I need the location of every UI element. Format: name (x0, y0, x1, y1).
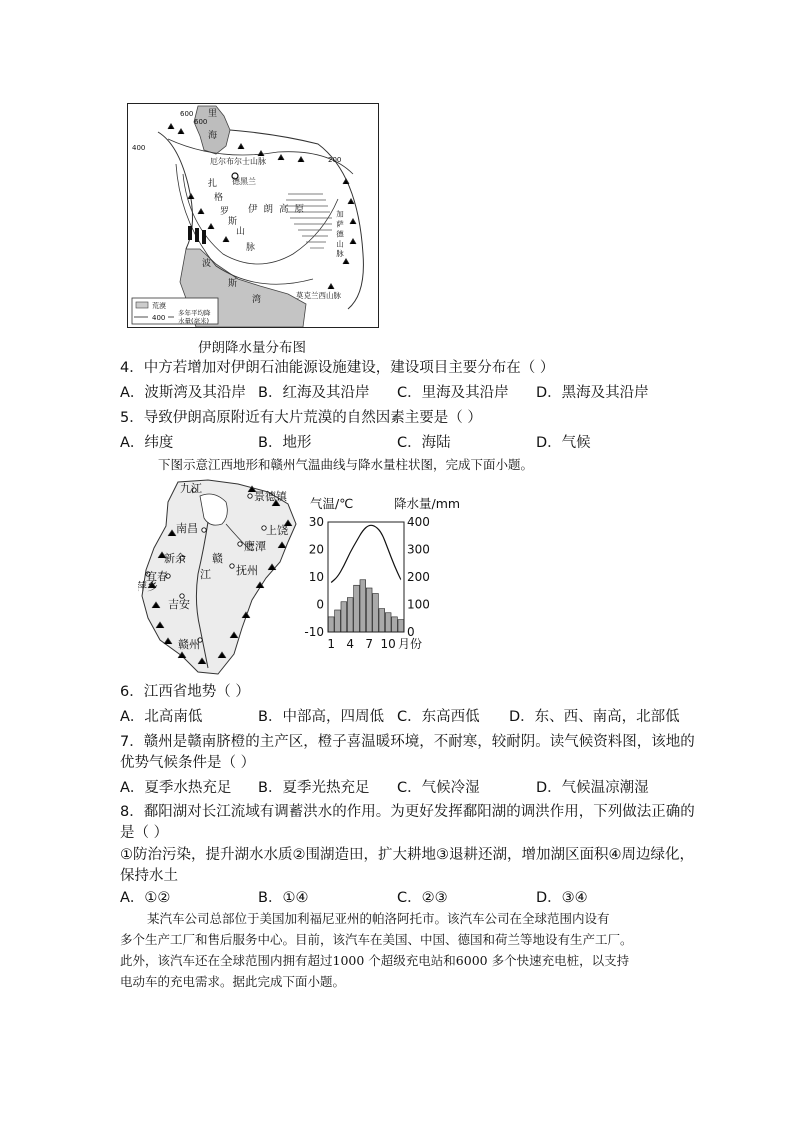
contour-600a: 600 (194, 118, 208, 126)
x-tick-label: 7 (365, 637, 373, 651)
tesla-intro-line-3: 此外，该汽车还在全球范围内拥有超过1000 个超级充电站和6000 多个快速充电桩，以支持 (120, 953, 630, 968)
chart-x-axis-title: 月份 (398, 637, 423, 651)
precipitation-bar-month-1 (328, 617, 334, 632)
question-5-options (120, 432, 680, 454)
legend-isohyet-label-1: 多年平均降 (178, 309, 211, 317)
chart-right-axis-title: 降水量/mm (394, 496, 460, 511)
precipitation-bar-month-11 (392, 617, 398, 632)
precipitation-bar-month-8 (373, 594, 379, 633)
precipitation-bar-month-6 (360, 580, 366, 632)
zagros-label-1: 扎 (208, 179, 218, 189)
city-pingxiang: 萍乡 (138, 580, 158, 593)
question-6-option-b[interactable]: B．中部高，四周低 (258, 709, 384, 725)
precipitation-bar-month-7 (366, 588, 372, 632)
precipitation-bar-month-9 (379, 609, 385, 632)
gulf-label-3: 湾 (252, 295, 262, 305)
elburz-label: 厄尔布尔士山脉 (210, 157, 266, 166)
caspian-label-2: 海 (208, 131, 218, 141)
right-tick-label: 0 (407, 625, 415, 639)
legend-isohyet-value: 400 (152, 314, 166, 322)
question-8-options (120, 887, 680, 909)
question-6-option-a[interactable]: A．北高南低 (120, 709, 203, 725)
zagros-label-6: 脉 (246, 243, 256, 253)
iran-map (127, 103, 379, 328)
question-7-option-b[interactable]: B．夏季光热充足 (258, 780, 370, 796)
precipitation-bar-month-4 (347, 598, 353, 632)
caspian-label-1: 里 (208, 109, 218, 119)
question-7-options (120, 777, 690, 799)
city-shangrao: 上饶 (266, 524, 288, 537)
tesla-intro-line-1: 某汽车公司总部位于美国加利福尼亚州的帕洛阿托市。该汽车公司在全球范围内设有 (147, 911, 610, 926)
makran-label: 莫克兰西山脉 (296, 291, 341, 300)
question-5-stem: 5．导致伊朗高原附近有大片荒漠的自然因素主要是（ ） (120, 410, 482, 426)
tehran-label: 德黑兰 (232, 177, 256, 186)
precipitation-bar-month-5 (354, 585, 360, 632)
precipitation-bar-month-2 (335, 610, 341, 632)
question-4-option-a[interactable]: A．波斯湾及其沿岸 (120, 385, 246, 401)
legend-desert-label: 荒漠 (152, 302, 166, 310)
question-7-option-c[interactable]: C．气候冷湿 (397, 780, 480, 796)
contour-200: 200 (328, 156, 342, 164)
left-tick-label: 30 (308, 515, 324, 529)
left-tick-label: 0 (316, 597, 324, 612)
gulf-label-1: 波 (202, 259, 212, 269)
right-tick-label: 400 (407, 515, 430, 529)
question-4-option-b[interactable]: B．红海及其沿岸 (258, 385, 370, 401)
question-8-option-c[interactable]: C．②③ (397, 890, 448, 906)
question-5-option-b[interactable]: B．地形 (258, 435, 312, 451)
city-jiujiang: 九江 (180, 482, 202, 495)
question-4-option-c[interactable]: C．里海及其沿岸 (397, 385, 509, 401)
question-7-option-a[interactable]: A．夏季水热充足 (120, 780, 232, 796)
question-5-option-a[interactable]: A．纬度 (120, 435, 174, 451)
chart-left-axis-title: 气温/℃ (310, 496, 354, 511)
question-7-stem-line-1: 7．赣州是赣南脐橙的主产区，橙子喜温暖环境，不耐寒，较耐阴。读气候资料图，该地的 (120, 734, 695, 750)
zagros-label-5: 山 (236, 227, 246, 237)
precipitation-bar-month-12 (398, 620, 404, 632)
city-xinyu: 新余 (164, 552, 186, 565)
question-6-stem: 6．江西省地势（ ） (120, 684, 250, 700)
zagros-label-2: 格 (214, 193, 224, 203)
question-6-option-c[interactable]: C．东高西低 (397, 709, 480, 725)
city-jingdezhen: 景德镇 (254, 490, 287, 503)
jiangxi-intro: 下图示意江西地形和赣州气温曲线与降水量柱状图，完成下面小题。 (158, 457, 534, 472)
climate-chart-svg (300, 490, 460, 655)
x-tick-label: 10 (380, 637, 396, 651)
zagros-label-3: 罗 (220, 207, 230, 217)
question-8-stem-line-1: 8．鄱阳湖对长江流域有调蓄洪水的作用。为更好发挥鄱阳湖的调洪作用，下列做法正确的 (120, 804, 695, 820)
question-8-stem-line-2: 是（ ） (120, 825, 169, 841)
city-ganzhou: 赣州 (178, 638, 200, 651)
question-5-option-d[interactable]: D．气候 (536, 435, 591, 451)
contour-600b: 600 (180, 110, 194, 118)
city-fuzhou: 抚州 (236, 564, 258, 577)
question-4-option-d[interactable]: D．黑海及其沿岸 (536, 385, 649, 401)
question-7-stem-line-2: 优势气候条件是（ ） (120, 755, 256, 771)
river-gan-1: 赣 (212, 552, 223, 565)
ganzhou-climate-chart (300, 490, 460, 655)
precipitation-bar-month-10 (385, 613, 391, 632)
question-4-options (120, 382, 680, 404)
plateau-label: 伊朗高原 (248, 204, 311, 215)
left-tick-label: 10 (308, 570, 324, 584)
question-8-option-d[interactable]: D．③④ (536, 890, 588, 906)
question-8-statements-line-2: 保持水土 (120, 868, 178, 884)
east-range-label: 加 萨 德 山 脉 (335, 210, 345, 258)
question-5-option-c[interactable]: C．海陆 (397, 435, 451, 451)
city-jian: 吉安 (168, 598, 190, 611)
left-tick-label: -10 (304, 625, 324, 639)
question-8-statements-line-1: ①防治污染，提升湖水水质②围湖造田，扩大耕地③退耕还湖，增加湖区面积④周边绿化， (120, 847, 694, 863)
legend-isohyet-label-2: 水量(毫米) (178, 317, 210, 325)
iran-map-caption: 伊朗降水量分布图 (198, 340, 306, 356)
right-tick-label: 200 (407, 570, 430, 584)
river-gan-2: 江 (200, 568, 211, 581)
question-8-option-a[interactable]: A．①② (120, 890, 171, 906)
contour-400: 400 (132, 144, 146, 152)
x-tick-label: 4 (346, 637, 354, 651)
question-6-options (120, 706, 690, 728)
zagros-label-4: 斯 (228, 217, 238, 227)
jiangxi-map-drawing (138, 478, 300, 676)
question-4-stem: 4．中方若增加对伊朗石油能源设施建设，建设项目主要分布在（ ） (120, 360, 555, 376)
question-7-option-d[interactable]: D．气候温凉潮湿 (536, 780, 649, 796)
precipitation-bar-month-3 (341, 602, 347, 632)
city-yingtan: 鹰潭 (244, 540, 266, 553)
city-yichun: 宜春 (146, 570, 168, 583)
temperature-line (331, 525, 401, 582)
x-tick-label: 1 (327, 637, 335, 651)
question-6-option-d[interactable]: D．东、西、南高，北部低 (509, 709, 680, 725)
gulf-label-2: 斯 (228, 279, 238, 289)
right-tick-label: 300 (407, 542, 430, 557)
tesla-intro-line-2: 多个生产工厂和售后服务中心。目前，该汽车在美国、中国、德国和荷兰等地设有生产工厂。 (120, 932, 633, 947)
city-nanchang: 南昌 (176, 522, 198, 535)
question-8-option-b[interactable]: B．①④ (258, 890, 309, 906)
left-tick-label: 20 (308, 542, 324, 557)
tesla-intro-line-4: 电动车的充电需求。据此完成下面小题。 (120, 974, 346, 989)
right-tick-label: 100 (407, 597, 430, 612)
iran-map-drawing (128, 104, 378, 327)
jiangxi-map (138, 478, 300, 676)
